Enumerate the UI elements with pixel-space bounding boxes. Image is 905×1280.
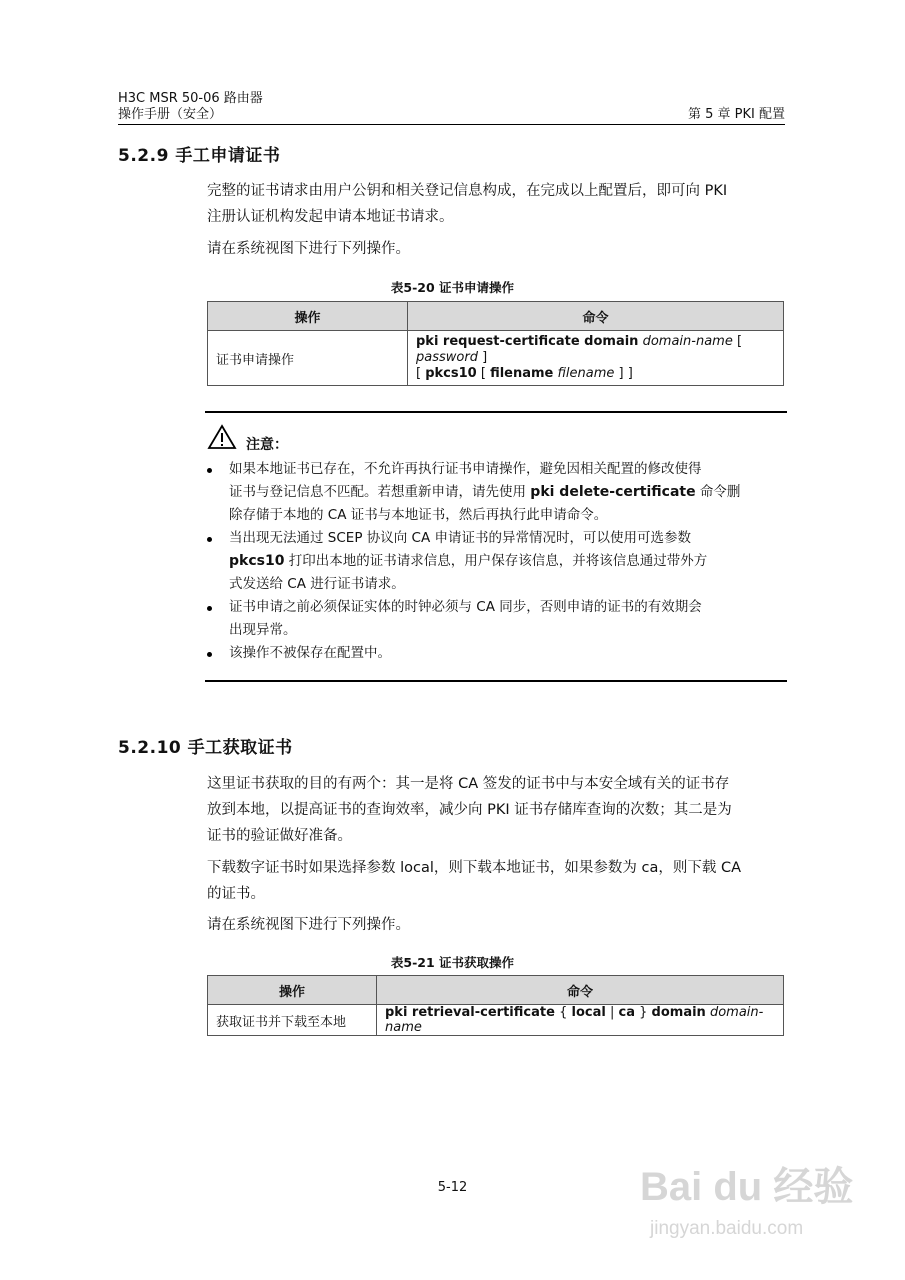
text-run: 证书与登记信息不匹配。若想重新申请，请先使用 xyxy=(229,484,531,500)
list-item xyxy=(205,642,785,665)
text-line: 的证书。 xyxy=(207,886,265,902)
text-run: 打印出本地的证书请求信息，用户保存该信息，并将该信息通过带外方 xyxy=(284,553,708,569)
note-list xyxy=(205,458,785,665)
bullet-icon xyxy=(207,537,212,542)
text-line: 式发送给 CA 进行证书请求。 xyxy=(229,576,405,592)
text-line: 如果本地证书已存在，不允许再执行证书申请操作，避免因相关配置的修改使得 xyxy=(229,461,702,477)
cmd-bracket: ] ] xyxy=(618,366,633,381)
header-rule xyxy=(118,124,785,125)
cmd-bracket: [ xyxy=(416,366,422,381)
bullet-icon xyxy=(207,468,212,473)
cmd-keyword: pkcs10 xyxy=(425,366,477,381)
list-item xyxy=(205,458,785,527)
section-heading-5-2-9: 5.2.9 手工申请证书 xyxy=(118,146,281,166)
note-title: 注意： xyxy=(246,437,288,453)
text-line: 这里证书获取的目的有两个：其一是将 CA 签发的证书中与本安全域有关的证书存 xyxy=(207,776,730,792)
cmd-arg: password xyxy=(416,350,478,365)
cmd-keyword: pkcs10 xyxy=(229,553,285,569)
bullet-icon xyxy=(207,606,212,611)
header-chapter: 第 5 章 PKI 配置 xyxy=(688,107,785,122)
watermark-logo: Bai du 经验 xyxy=(640,1165,854,1209)
column-header-cmd: 命令 xyxy=(408,302,784,331)
cmd-keyword: local xyxy=(571,1005,606,1020)
watermark-url: jingyan.baidu.com xyxy=(650,1218,804,1239)
cmd-keyword: filename xyxy=(490,366,554,381)
text-line xyxy=(229,481,785,504)
table-caption-5-21: 表5-21 证书获取操作 xyxy=(390,955,515,970)
header-product: H3C MSR 50-06 路由器 xyxy=(118,91,263,106)
section1-paragraph xyxy=(207,178,787,230)
column-header-op: 操作 xyxy=(208,302,408,331)
section2-paragraph-1 xyxy=(207,771,787,849)
section-heading-5-2-10: 5.2.10 手工获取证书 xyxy=(118,738,293,758)
cmd-arg: domain-name xyxy=(642,334,733,349)
list-item xyxy=(205,596,785,642)
column-header-op: 操作 xyxy=(208,976,377,1005)
list-item xyxy=(205,527,785,596)
text-line: 当出现无法通过 SCEP 协议向 CA 申请证书的异常情况时，可以使用可选参数 xyxy=(229,530,691,546)
cmd-bracket: ] xyxy=(482,350,488,365)
cmd-bracket: { xyxy=(559,1005,568,1020)
cmd-bracket: [ xyxy=(480,366,486,381)
text-line: 下载数字证书时如果选择参数 local，则下载本地证书，如果参数为 ca，则下载 CA xyxy=(207,860,742,876)
cmd-keyword: domain xyxy=(651,1005,706,1020)
table-cell-op: 证书申请操作 xyxy=(208,331,408,386)
text-line: 证书申请之前必须保证实体的时钟必须与 CA 同步，否则申请的证书的有效期会 xyxy=(229,599,702,615)
table-5-21 xyxy=(207,975,784,1036)
section2-paragraph-2 xyxy=(207,855,787,907)
cmd-keyword: pki retrieval-certificate xyxy=(385,1005,555,1020)
section2-instruction: 请在系统视图下进行下列操作。 xyxy=(207,917,410,933)
text-line xyxy=(229,550,785,573)
cmd-keyword: pki request-certificate domain xyxy=(416,334,639,349)
cmd-arg: filename xyxy=(557,366,615,381)
note-top-rule xyxy=(205,411,787,413)
text-line: 出现异常。 xyxy=(229,622,297,638)
note-bottom-rule xyxy=(205,680,787,682)
header-manual: 操作手册（安全） xyxy=(118,107,223,122)
cmd-keyword: pki delete-certificate xyxy=(530,484,696,500)
text-line: 放到本地，以提高证书的查询效率，减少向 PKI 证书存储库查询的次数；其二是为 xyxy=(207,802,732,818)
text-line: 完整的证书请求由用户公钥和相关登记信息构成，在完成以上配置后，即可向 PKI xyxy=(207,183,728,199)
cmd-separator: | xyxy=(609,1005,615,1020)
table-cell-command xyxy=(377,1005,784,1036)
cmd-bracket: [ xyxy=(736,334,743,349)
text-line: 除存储于本地的 CA 证书与本地证书，然后再执行此申请命令。 xyxy=(229,507,608,523)
page-number: 5-12 xyxy=(437,1180,468,1195)
text-line: 注册认证机构发起申请本地证书请求。 xyxy=(207,209,454,225)
section1-instruction: 请在系统视图下进行下列操作。 xyxy=(207,241,410,257)
text-line: 证书的验证做好准备。 xyxy=(207,828,352,844)
cmd-keyword: ca xyxy=(618,1005,635,1020)
text-run: 命令删 xyxy=(695,484,741,500)
text-line: 该操作不被保存在配置中。 xyxy=(229,645,391,661)
table-cell-op: 获取证书并下载至本地 xyxy=(208,1005,377,1036)
cmd-bracket: } xyxy=(639,1005,648,1020)
warning-icon xyxy=(207,424,237,450)
table-cell-command xyxy=(408,331,784,386)
column-header-cmd: 命令 xyxy=(377,976,784,1005)
table-caption-5-20: 表5-20 证书申请操作 xyxy=(390,280,515,295)
bullet-icon xyxy=(207,652,212,657)
table-5-20 xyxy=(207,301,784,386)
cmd-arg: domain-name xyxy=(385,1005,764,1035)
